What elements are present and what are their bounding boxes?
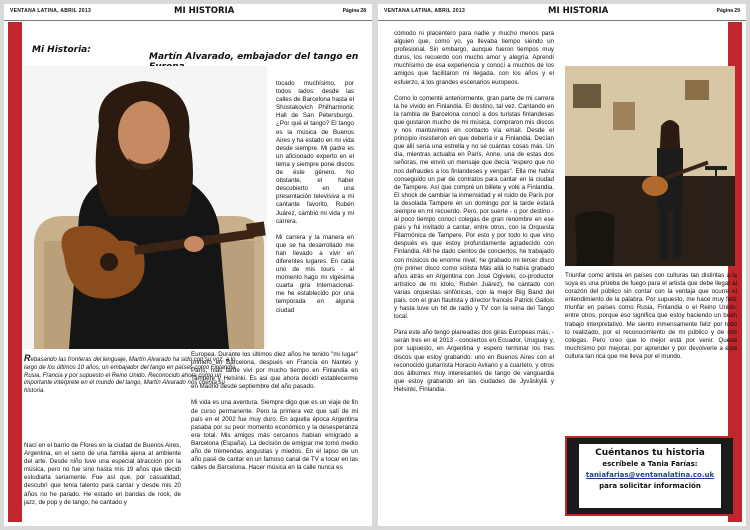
page-number: Página 28 [342, 8, 366, 14]
page-header [378, 4, 746, 21]
intro-text: ebasando las fronteras del lenguaje, Martín Alvarado ha sido con su voz, a lo largo de los últimos 10 años, un embajador del tango en países como Finlandia, Rusia, Francia y por supuesto el Reino Unido. Reconocido ahora como un importante intérprete en el mundo del tango, Martín Alvarado nos cuenta su historia. [24, 357, 237, 395]
paragraph: Mi vida es una aventura. Siempre digo que es un viaje de fin de curso permanente. Pero la primera vez que salí de mi país en el 2002 fue muy duro. En aquella época Argentina pasaba por su peor momento económico y la desesperanza era total. Mis amigos más cercanos habían emigrado a Barcelona (España). La decisión de emigrar me tomó medio año de tremendas angustias y miedos. En el lapso de un año pasé de cantar en un famoso canal de TV a tocar en las calles de Barcelona. Hacer música en la calle nunca es [191, 399, 358, 472]
article-headline: Martín Alvarado, embajador del tango en [149, 52, 359, 62]
column-bottom-left [24, 442, 181, 515]
publication-name: VENTANA LATINA, ABRIL 2013 [10, 8, 92, 14]
contact-box [565, 436, 735, 516]
column-left [394, 30, 554, 402]
column-right [565, 272, 737, 369]
right-page [378, 4, 746, 526]
dropcap: R [24, 353, 31, 363]
section-title: MI HISTORIA [548, 6, 609, 16]
contact-footer: para solicitar información [599, 482, 701, 490]
paragraph: Para este año tengo planeadas dos giras Europeas más, - serán tres en el 2013 - conciertos en Ecuador, Uruguay y, por supuesto, en Argentina y espero terminar los tres discos que estoy grabando: uno en Buenos Aires con el reconocido guitarrista Horacio Avilano y a cuarteto, y otros dos álbumes muy interesantes de tango de vanguardia que estoy grabando en las ciudades de Jyväskylä y Helsinki, Finlandia. [394, 329, 554, 393]
page-number: Página 29 [716, 8, 740, 14]
paragraph: cómodo ni placentero para nadie y mucho menos para alguien que, como yo, ya llevaba tiempo siendo un profesional. Sin embargo, aunque fueron tiempos muy duros, los recuerdo con mucho amor y alegría. Aprendí muchísimo de esa experiencia y conocí a muchos de los amigos que facilitaron mi llegada, con los años y el esfuerzo, a los grandes escenarios europeos. [394, 30, 554, 86]
paragraph: Europea. Durante los últimos diez años he tenido "mi lugar" primero en Barcelona, después en Francia en Nantes y París, más tarde viví por mucho tiempo en Finlandia en Tampere y Helsinki. Es así que ahora decidí establecerme en Madrid desde septiembre del año pasado. [191, 351, 358, 391]
column-right-top [276, 80, 354, 323]
column-bottom-right [191, 351, 358, 480]
section-title: MI HISTORIA [174, 6, 235, 16]
paragraph: Triunfar como artista en países con culturas tan distintas a la suya es una prueba de fuego para el artista que debe llegar al corazón del público sin contar con la ventaja que ocurre el entendimiento de la palabra. Por supuesto, me hace muy feliz triunfar en países como Rusia, Finlandia o el Reino Unido, entre otros, porque eso significa que estoy haciendo un buen trabajo interpretativo. Me siento inmensamente feliz por todo lo realizado, por el reconocimiento de mi público y de mis colegas. Pero creo que lo mejor está por venir. Queda muchísimo por mejorar, por aprender y por devolverle a ésta cultura tan rica que me lleva por el mundo. [565, 272, 737, 360]
decorative-red-bar [8, 22, 22, 522]
article-kicker: Mi Historia: [32, 45, 91, 55]
paragraph: Mi carrera y la manera en que se ha desarrollado me han llevado a vivir en diferentes lugares. En cada uno de mis tours - al momento hago mi vigésima cuarta gira Internacional- me he establecido por una temporada en alguna ciudad [276, 233, 354, 314]
concert-photo [565, 66, 735, 266]
contact-email-link[interactable]: taniafarias@ventanalatina.co.uk [585, 471, 715, 479]
left-page [4, 4, 372, 526]
paragraph: tocado muchísimo, por todos lados: desde las calles de Barcelona hasta el Shostakovich Philharmonic Hall de San Petersburgo. ¿Por qué el tango? El tango es la música de Buenos Aires y ha estado en mi vida desde siempre. Mi padre es un aficionado experto en el tema y siempre pone discos de éste género. No obstante, el haber descubierto en una presentación televisiva a mi cantante favorito, Rubén Juárez, cambió mi vida y mi carrera. [276, 80, 354, 225]
singer-guitar-photo [24, 66, 267, 349]
paragraph: Nací en el barrio de Flores en la ciudad de Buenos Aires, Argentina, en el seno de una familia ajena al ambiente del arte. Desde niño tuve una especial atracción por la música, pero no fue sino hasta mis 19 años que decidí estudiarla seriamente. Fue así que, por casualidad, descubrí que tenía talento para cantar y desde mis 20 años no he parado. He estado en bandas de rock, de jazz, de pop y de tango, he cantado y [24, 442, 181, 506]
page-header [4, 4, 372, 21]
publication-name: VENTANA LATINA, ABRIL 2013 [384, 8, 466, 14]
paragraph: Como lo comenté anteriormente, gran parte de mi carrera la he vivido en Finlandia. El destino, tal vez. Cantando en la rambla de Barcelona conocí a dos turistas finlandesas que gustaron mucho de mi música, compraron mis discos y nos mantuvimos en contacto vía email. Desde el principio insistieron en que debería ir a Finlandia. Decían que allí sería una estrella y no sé cuántas cosas más. Un día, mientras actuaba en París, Anne, una de estas dos señoras, me envió un mensaje que decía "espero que no nos defraudes a los finlandeses y vengas". Ella me había conseguido un par de contratos para cantar en la ciudad de Tampere. Así que compré un billete y volé a Finlandia. El shock de cambiar la inmensidad y el ruido de París por la desolada Tampere en un domingo por la tarde estará siempre en mi recuerdo. Pero, por suerte - o por destino - al poco tiempo conocí colegas de gran renombre en ese país y fui invitado a cantar, entre otros, con la Orquesta Filarmónica de Tampere. Por esto y por todo lo que vino después es que estoy profundamente agradecido con Finlandia. Allí he dado cientos de conciertos, he trabajado con músicos de enorme nivel, he grabado mi tercer disco (mi primer disco como solista Más allá lo había grabado años atrás en Argentina con José Ogivieki, co-productor artístico de mi ídolo, Rubén Juárez), he cantado con varias orquestas sinfónicas, con la mejor Big Band del país, con el gran flautista y director francés Patrick Gallois y hasta tuve un hit de radio y TV con la reina del Tango local. [394, 94, 554, 321]
contact-subheading: escríbele a Tania Farías: [602, 460, 698, 468]
contact-heading: Cuéntanos tu historia [595, 448, 705, 458]
contact-inner [579, 444, 721, 508]
